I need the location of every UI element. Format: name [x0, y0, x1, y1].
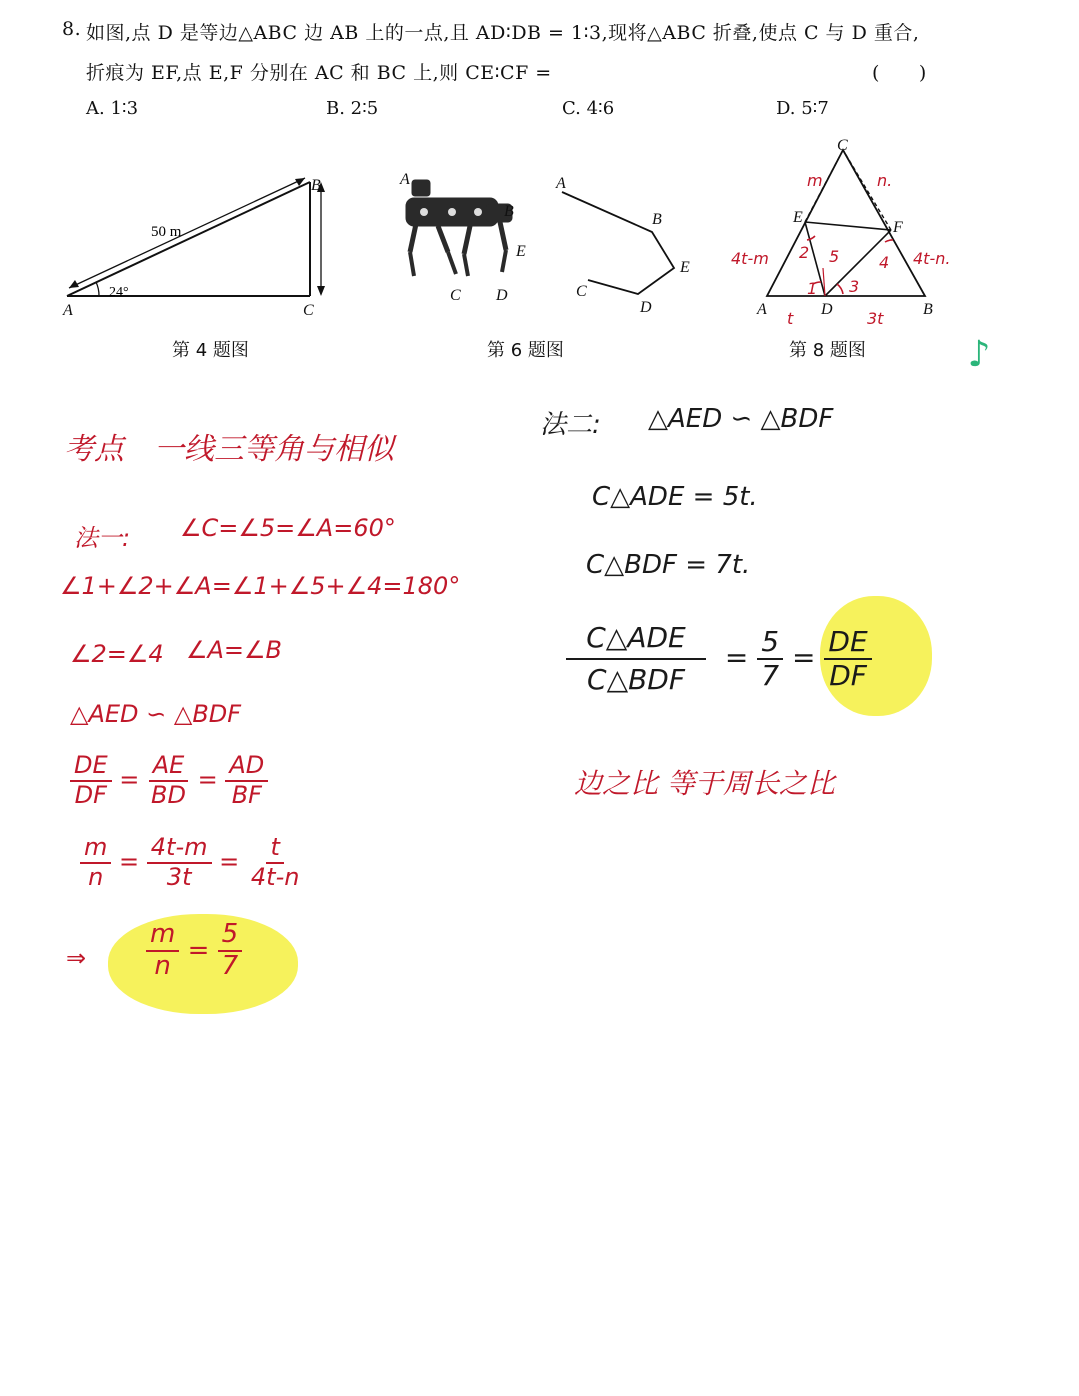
- fig8-anno-t: t: [787, 309, 794, 326]
- fig6-label-d: D: [640, 299, 652, 316]
- ratio-ad-bf: $\frac{AD}{BF}$: [225, 752, 268, 809]
- method1-line-1: ∠C=∠5=∠A=60°: [180, 514, 396, 542]
- note-kaodian: 考点 一线三等角与相似: [64, 432, 394, 467]
- fig8-anno-1: 1: [807, 279, 818, 298]
- fig8-anno-4t-n: 4t-n.: [913, 249, 951, 268]
- fig8-label-c: C: [837, 137, 848, 154]
- fig8-anno-n: n.: [877, 171, 893, 190]
- option-a: A. 1∶3: [86, 98, 139, 119]
- answer-blank: ( ): [872, 62, 927, 84]
- figure-6: [390, 168, 710, 318]
- ratio-t-4tn: $\frac{t}{4t-n}$: [250, 833, 300, 891]
- fig4-angle: 24°: [109, 285, 129, 300]
- figure-6-caption: 第 6 题图: [487, 340, 564, 361]
- music-note-icon[interactable]: ♪: [958, 334, 1000, 376]
- fig6-label-a: A: [556, 175, 566, 192]
- fig6-dog-label-b: B: [504, 203, 514, 220]
- fig6-label-e: E: [680, 259, 690, 276]
- method1-line-3b: ∠A=∠B: [186, 636, 283, 664]
- method1-line-2: ∠1+∠2+∠A=∠1+∠5+∠4=180°: [60, 572, 461, 600]
- ratio-4tm-3t: $\frac{4t-m}{3t}$: [147, 834, 212, 891]
- question-number: 8.: [62, 18, 82, 40]
- ratio-note: 边之比 等于周长之比: [574, 767, 835, 800]
- fig8-label-f: F: [893, 219, 903, 236]
- fig6-dog-label-e: E: [516, 243, 526, 260]
- option-c: C. 4∶6: [562, 98, 615, 119]
- fig4-label-b: B: [311, 177, 321, 194]
- fig4-label-a: A: [63, 302, 73, 319]
- perimeter-bdf: C△BDF = 7t.: [586, 550, 751, 580]
- ratio-de-df: $\frac{DE}{DF}$: [70, 752, 112, 809]
- fig8-label-e: E: [793, 209, 803, 226]
- ratio-row-2: $\frac{m}{n}$ = $\frac{4t-m}{3t}$ = $\frac{t}{4t-n}$: [80, 834, 303, 891]
- fig8-label-b: B: [923, 301, 933, 318]
- fig8-anno-3: 3: [849, 277, 860, 296]
- fig8-label-a: A: [757, 301, 767, 318]
- method2-similarity: △AED ∽ △BDF: [648, 404, 834, 434]
- fig6-dog-label-c: C: [450, 287, 461, 304]
- perimeter-ratio: $\frac{\text{C△ADE}}{\text{C△BDF}}$ = $\frac{5}{7}$ = $\frac{DE}{DF}$: [556, 618, 872, 700]
- fig4-label-c: C: [303, 302, 314, 319]
- method2-title: 法二:: [540, 410, 601, 440]
- method1-similarity: △AED ∽ △BDF: [70, 700, 242, 728]
- fig4-length: 50 m: [151, 224, 182, 240]
- robot-dog-image: [406, 180, 512, 276]
- fig6-dog-label-d: D: [496, 287, 508, 304]
- option-d: D. 5∶7: [776, 98, 829, 119]
- perimeter-ade: C△ADE = 5t.: [592, 482, 758, 512]
- fig8-anno-3t: 3t: [867, 309, 884, 326]
- ratio-ae-bd: $\frac{AE}{BD}$: [147, 752, 190, 809]
- question-line-2: 折痕为 EF,点 E,F 分别在 AC 和 BC 上,则 CE∶CF =: [86, 62, 552, 84]
- fig8-anno-4: 4: [879, 253, 890, 272]
- ratio-m-n: $\frac{m}{n}$: [80, 834, 111, 891]
- fig6-dog-label-a: A: [400, 171, 410, 188]
- fig6-label-c: C: [576, 283, 587, 300]
- method1-title: 法一:: [74, 524, 131, 552]
- question-line-1: 如图,点 D 是等边△ABC 边 AB 上的一点,且 AD∶DB = 1∶3,现将△ABC 折叠,使点 C 与 D 重合,: [86, 22, 920, 44]
- fig8-label-d: D: [821, 301, 833, 318]
- method1-line-3a: ∠2=∠4: [70, 640, 164, 668]
- left-answer: $\frac{m}{n}$ = $\frac{5}{7}$: [146, 920, 242, 982]
- fig8-anno-5: 5: [829, 247, 840, 266]
- fig8-anno-m: m: [807, 171, 823, 190]
- implies-arrow: ⇒: [66, 944, 87, 972]
- fig8-anno-4t-m: 4t-m: [731, 249, 769, 268]
- fig6-label-b: B: [652, 211, 662, 228]
- fig8-anno-2: 2: [799, 243, 810, 262]
- figure-8-caption: 第 8 题图: [789, 340, 866, 361]
- figure-4-caption: 第 4 题图: [172, 340, 249, 361]
- figure-4-triangle: [55, 170, 345, 320]
- ratio-row-1: $\frac{DE}{DF}$ = $\frac{AE}{BD}$ = $\frac{AD}{BF}$: [70, 752, 268, 809]
- figure-8-triangle: [725, 136, 1000, 326]
- option-b: B. 2∶5: [326, 98, 379, 119]
